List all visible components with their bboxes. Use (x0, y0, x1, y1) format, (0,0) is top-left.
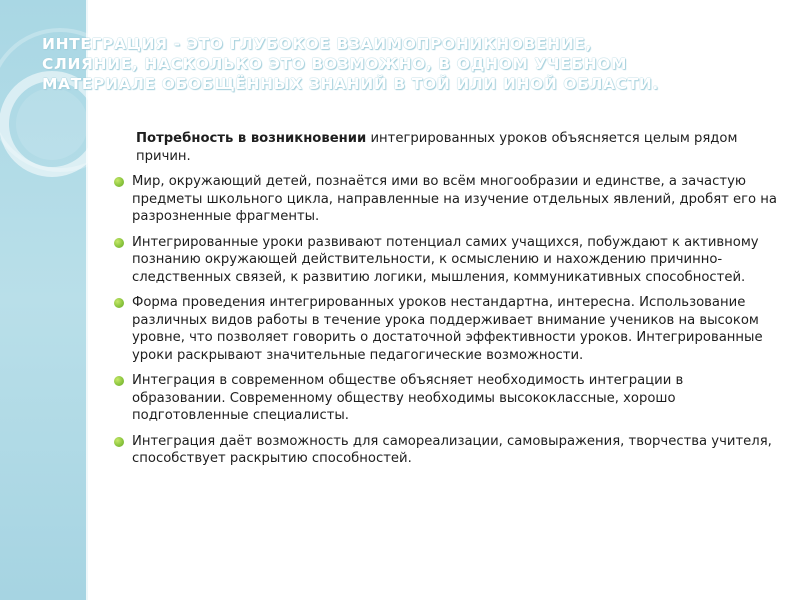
list-item (112, 294, 780, 364)
bullet-list (112, 173, 780, 468)
slide-title: ИНТЕГРАЦИЯ - ЭТО ГЛУБОКОЕ ВЗАИМОПРОНИКНОВЕНИЕ, СЛИЯНИЕ, НАСКОЛЬКО ЭТО ВОЗМОЖНО, В ОДНОМ УЧЕБНОМ МАТЕРИАЛЕ ОБОБЩЁННЫХ ЗНАНИЙ В ТОЙ ИЛИ ИНОЙ ОБЛАСТИ. (42, 35, 659, 93)
list-item-text: Форма проведения интегрированных уроков нестандартна, интересна. Использование различных видов работы в течение урока поддерживает внимание учеников на высоком уровне, что позволяет говорить о достаточной эффективности уроков. Интегрированные уроки раскрывают значительные педагогические возможности. (132, 295, 763, 363)
bullet-dot-icon (114, 376, 124, 386)
list-item (112, 234, 780, 287)
intro-paragraph (136, 130, 780, 165)
list-item-text: Мир, окружающий детей, познаётся ими во всём многообразии и единстве, а зачастую предметы школьного цикла, направленные на изучение отдельных явлений, дробят его на разрозненные фрагменты. (132, 174, 778, 224)
intro-bold-text: Потребность в возникновении (136, 131, 367, 146)
bullet-dot-icon (114, 238, 124, 248)
bullet-dot-icon (114, 298, 124, 308)
list-item-text: Интеграция даёт возможность для самореализации, самовыражения, творчества учителя, способствует раскрытию способностей. (132, 433, 772, 466)
list-item-text: Интегрированные уроки развивают потенциал самих учащихся, побуждают к активному познанию окружающей действительности, к осмыслению и нахождению причинно-следственных связей, к развитию логики, мышления, коммуникативных способностей. (132, 234, 759, 285)
list-item (112, 173, 780, 226)
list-item (112, 372, 780, 425)
title-box (42, 34, 682, 94)
intro-text: интегрированных уроков объясняется целым рядом причин. (136, 131, 738, 164)
bullet-dot-icon (114, 437, 124, 447)
list-item-text: Интеграция в современном обществе объясняет необходимость интеграции в образовании. Современному обществу необходимы высококлассные, хорошо подготовленные специалисты. (132, 373, 684, 423)
list-item (112, 433, 780, 468)
bullet-dot-icon (114, 177, 124, 187)
slide-body (112, 130, 780, 476)
